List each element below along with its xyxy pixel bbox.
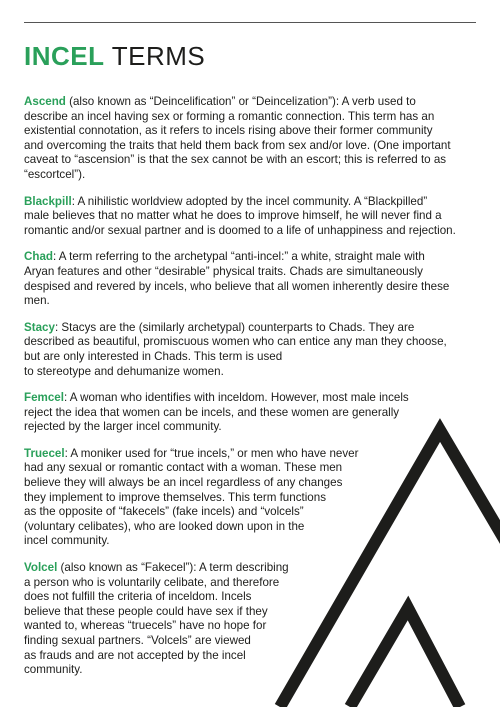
definition-line: and overcoming the traits that held them back from sex and/or love. (One important bbox=[24, 138, 451, 152]
definition-line: male believes that no matter what he does to improve himself, he will never find a bbox=[24, 209, 442, 223]
definition-line: rejected by the larger incel community. bbox=[24, 420, 222, 434]
definition-line: Aryan features and other “desirable” physical traits. Chads are simultaneously bbox=[24, 264, 423, 278]
definition-line: reject the idea that women can be incels, and these women are generally bbox=[24, 405, 400, 419]
definition-line: described as beautiful, promiscuous women who can entice any man they choose, bbox=[24, 335, 447, 349]
glossary-entry bbox=[24, 561, 460, 678]
definition-line: had any sexual or romantic contact with a woman. These men bbox=[24, 461, 343, 475]
definition-line bbox=[24, 95, 460, 110]
definition-line: men. bbox=[24, 294, 50, 308]
definition-line: (voluntary celibates), who are looked down upon in the bbox=[24, 519, 305, 533]
definition-line: wanted to, whereas “truecels” have no hope for bbox=[24, 619, 267, 633]
definition-text: : A woman who identifies with inceldom. However, most male incels bbox=[63, 391, 409, 405]
definition-line: believe they will always be an incel regardless of any changes bbox=[24, 476, 343, 490]
definition-line: a person who is voluntarily celibate, and therefore bbox=[24, 575, 280, 589]
definition-line: as the opposite of “fakecels” (fake incels) and “volcels” bbox=[24, 505, 304, 519]
definition-text: : A moniker used for “true incels,” or men who have never bbox=[64, 446, 359, 460]
definition-line: “escortcel”). bbox=[24, 167, 86, 181]
glossary-entry bbox=[24, 321, 460, 379]
definition-line: to stereotype and dehumanize women. bbox=[24, 364, 224, 378]
definition-line: describe an incel having sex or forming a romantic connection. This term has an bbox=[24, 109, 435, 123]
glossary-term: Volcel bbox=[24, 561, 58, 575]
definition-line: does not fulfill the criteria of inceldom. Incels bbox=[24, 590, 252, 604]
definition-line bbox=[24, 561, 460, 576]
title-rest: TERMS bbox=[104, 41, 206, 71]
definition-line bbox=[24, 447, 460, 462]
glossary-entry bbox=[24, 195, 460, 239]
definition-text: : A nihilistic worldview adopted by the incel community. A “Blackpilled” bbox=[71, 194, 428, 208]
definition-text: (also known as “Fakecel”): A term describing bbox=[57, 561, 289, 575]
definition-line: community. bbox=[24, 663, 83, 677]
definition-line: but are only interested in Chads. This term is used bbox=[24, 349, 283, 363]
definition-line: caveat to “ascension” is that the sex cannot be with an escort; this is referred to as bbox=[24, 153, 447, 167]
definition-line bbox=[24, 195, 460, 210]
glossary-entry bbox=[24, 95, 460, 183]
definition-text: (also known as “Deincelification” or “Deincelization”): A verb used to bbox=[65, 95, 416, 108]
glossary-entry bbox=[24, 447, 460, 549]
definition-line: incel community. bbox=[24, 534, 110, 548]
definition-text: : Stacys are the (similarly archetypal) counterparts to Chads. They are bbox=[54, 320, 415, 334]
definition-line: despised and revered by incels, who believe that all women inherently desire these bbox=[24, 279, 450, 293]
glossary-term: Stacy bbox=[24, 320, 55, 334]
glossary-term: Truecel bbox=[24, 446, 65, 460]
definition-text: : A term referring to the archetypal “anti-incel:” a white, straight male with bbox=[52, 250, 425, 264]
glossary-term: Ascend bbox=[24, 95, 66, 108]
definition-line bbox=[24, 391, 460, 406]
definition-line bbox=[24, 250, 460, 265]
glossary-entry bbox=[24, 250, 460, 308]
definition-line: believe that these people could have sex if they bbox=[24, 604, 268, 618]
definition-line bbox=[24, 321, 460, 336]
glossary-term: Blackpill bbox=[24, 194, 72, 208]
definition-line: they implement to improve themselves. This term functions bbox=[24, 490, 326, 504]
glossary-list bbox=[24, 95, 460, 690]
definition-line: existential connotation, as it refers to incels rising above their former community bbox=[24, 124, 433, 138]
title-accent: INCEL bbox=[24, 41, 105, 71]
glossary-term: Femcel bbox=[24, 391, 64, 405]
definition-line: finding sexual partners. “Volcels” are viewed bbox=[24, 634, 251, 647]
glossary-term: Chad bbox=[24, 250, 53, 264]
glossary-entry bbox=[24, 391, 460, 435]
definition-line: as frauds and are not accepted by the incel bbox=[24, 648, 246, 662]
definition-line: romantic and/or sexual partner and is doomed to a life of unhappiness and rejection. bbox=[24, 223, 456, 237]
